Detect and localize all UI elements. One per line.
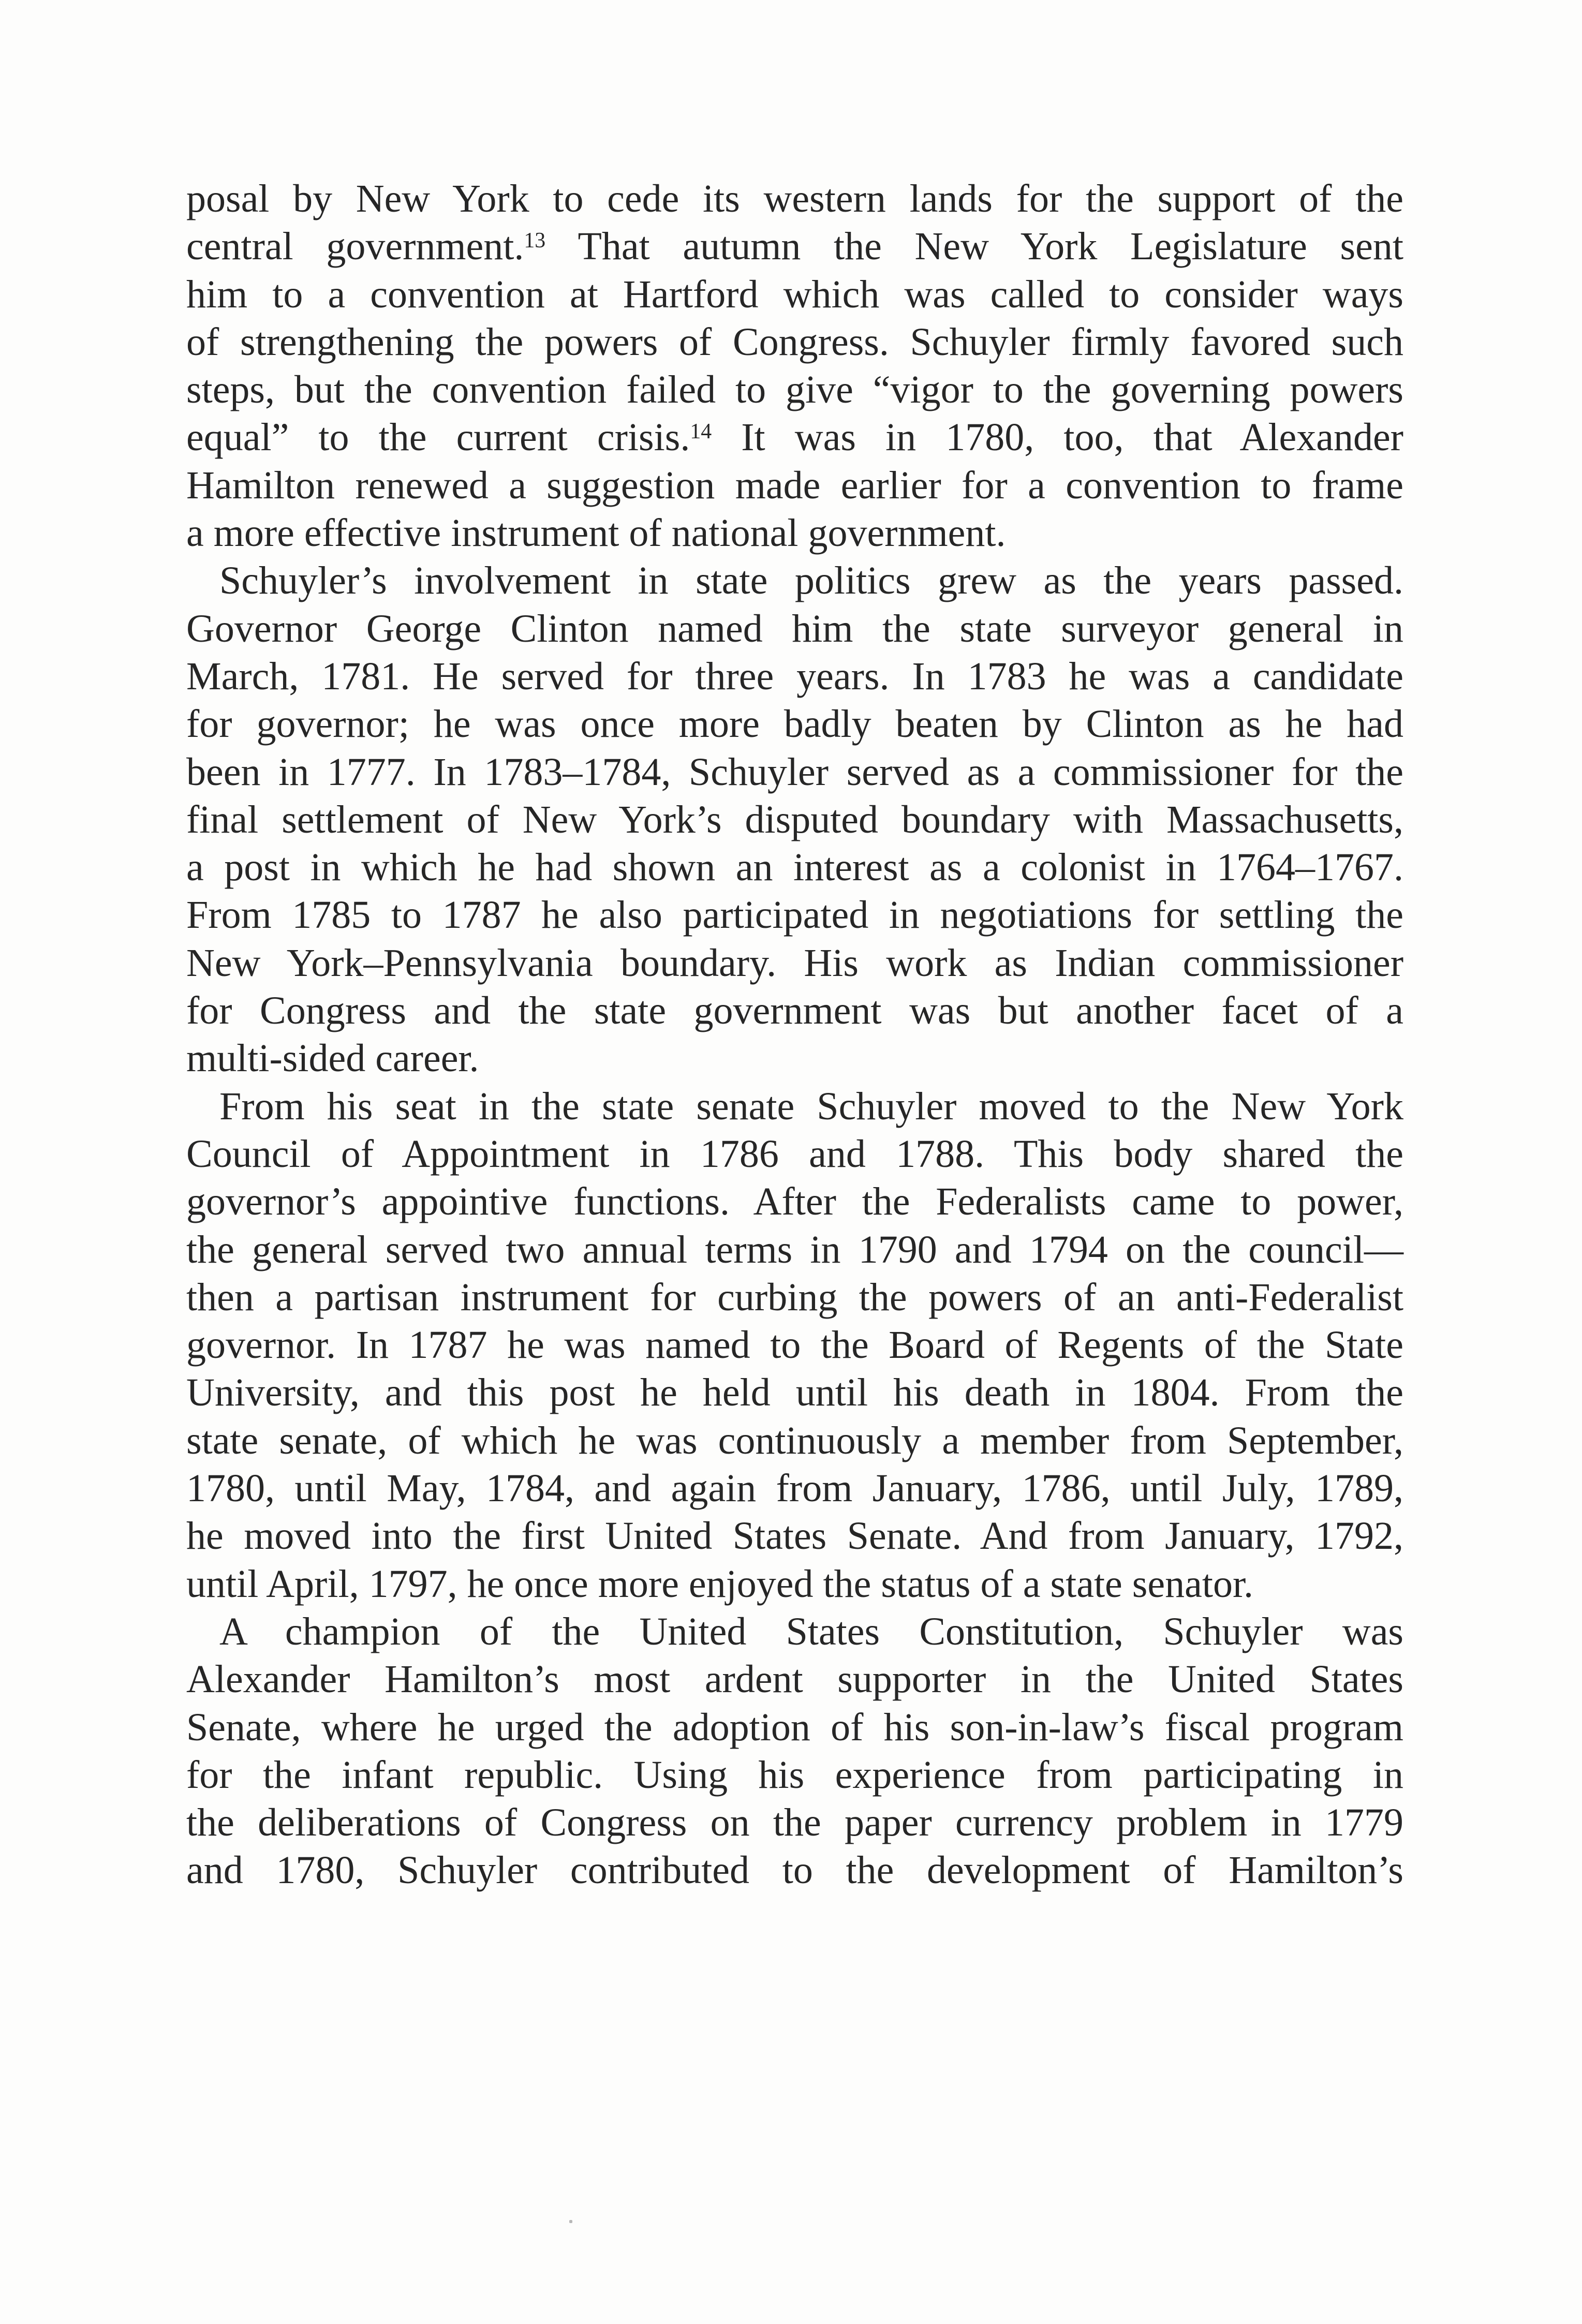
text-line: him to a convention at Hartford which was called to consider ways [186, 272, 1403, 316]
scan-speck [569, 2220, 572, 2223]
text-line: a more effective instrument of national government. [186, 511, 1006, 555]
text-line: multi-sided career. [186, 1037, 479, 1080]
text-line: Hamilton renewed a suggestion made earlier for a convention to frame [186, 463, 1403, 507]
text-line: Governor George Clinton named him the state surveyor general in [186, 606, 1403, 650]
text-line: he moved into the first United States Senate. And from January, 1792, [186, 1514, 1403, 1558]
text-segment: central government. [186, 225, 524, 269]
text-line: state senate, of which he was continuously a member from September, [186, 1418, 1403, 1462]
text-line: been in 1777. In 1783–1784, Schuyler served as a commissioner for the [186, 750, 1403, 794]
text-line: final settlement of New York’s disputed boundary with Massachusetts, [186, 797, 1403, 841]
text-line: then a partisan instrument for curbing the powers of an anti-Federalist [186, 1275, 1403, 1319]
text-line: and 1780, Schuyler contributed to the development of Hamilton’s [186, 1848, 1403, 1892]
text-line: the general served two annual terms in 1790 and 1794 on the council— [186, 1227, 1403, 1271]
text-line: A champion of the United States Constitution, Schuyler was [219, 1609, 1403, 1653]
text-segment: equal” to the current crisis. [186, 416, 690, 460]
text-line: From 1785 to 1787 he also participated in negotiations for settling the [186, 893, 1403, 937]
text-line: for the infant republic. Using his experience from participating in [186, 1753, 1403, 1797]
text-line: New York–Pennsylvania boundary. His work as Indian commissioner [186, 941, 1403, 985]
text-line: Alexander Hamilton’s most ardent supporter in the United States [186, 1657, 1403, 1701]
footnote-ref-14[interactable]: 14 [690, 420, 712, 444]
text-line: until April, 1797, he once more enjoyed the status of a state senator. [186, 1562, 1254, 1606]
paragraph-1 [186, 175, 1403, 557]
text-line: the deliberations of Congress on the paper currency problem in 1779 [186, 1801, 1403, 1845]
text-line: of strengthening the powers of Congress. Schuyler firmly favored such [186, 320, 1403, 364]
text-line: From his seat in the state senate Schuyler moved to the New York [219, 1084, 1403, 1128]
text-line: governor’s appointive functions. After the Federalists came to power, [186, 1180, 1403, 1224]
text-line: Council of Appointment in 1786 and 1788. This body shared the [186, 1132, 1403, 1176]
document-page [186, 175, 1403, 1894]
text-line [186, 223, 1403, 270]
text-line: Schuyler’s involvement in state politics grew as the years passed. [219, 559, 1403, 603]
text-line: March, 1781. He served for three years. In 1783 he was a candidate [186, 654, 1403, 698]
text-line: Senate, where he urged the adoption of his son-in-law’s fiscal program [186, 1705, 1403, 1749]
text-line: steps, but the convention failed to give “vigor to the governing powers [186, 368, 1403, 412]
paragraph-3 [186, 1083, 1403, 1608]
footnote-ref-13[interactable]: 13 [524, 229, 546, 253]
text-line: posal by New York to cede its western lands for the support of the [186, 177, 1403, 220]
text-line: for Congress and the state government was but another facet of a [186, 989, 1403, 1033]
paragraph-4 [186, 1608, 1403, 1894]
text-line: University, and this post he held until his death in 1804. From the [186, 1371, 1403, 1415]
text-segment: That autumn the New York Legislature sent [545, 225, 1403, 269]
text-segment: It was in 1780, too, that Alexander [712, 416, 1403, 460]
text-line: governor. In 1787 he was named to the Board of Regents of the State [186, 1323, 1403, 1367]
paragraph-2 [186, 557, 1403, 1082]
text-line [186, 413, 1403, 461]
text-line: a post in which he had shown an interest as a colonist in 1764–1767. [186, 846, 1403, 890]
text-line: for governor; he was once more badly beaten by Clinton as he had [186, 702, 1403, 746]
text-line: 1780, until May, 1784, and again from January, 1786, until July, 1789, [186, 1467, 1403, 1511]
